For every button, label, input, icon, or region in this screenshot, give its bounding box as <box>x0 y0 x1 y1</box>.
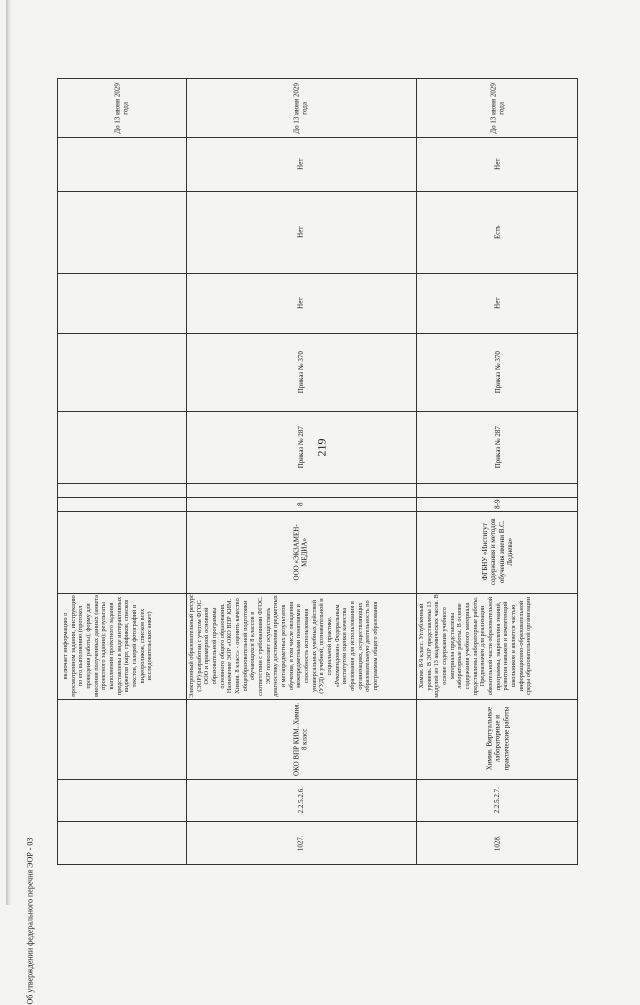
top-row-deadline: До 13 июня 2029 года <box>113 82 130 134</box>
row-1028-order-287-cell <box>416 411 579 483</box>
row-1028-publisher-cell <box>416 511 579 593</box>
row-1027-number-cell <box>186 821 416 866</box>
top-row-deadline-cell <box>58 79 186 137</box>
row-1027-col-a: Нет <box>296 297 305 309</box>
row-1027-code-cell <box>186 779 416 821</box>
row-1028-col-b: Есть <box>493 225 502 239</box>
row-1027-deadline: До 13 июня 2029 года <box>292 82 309 134</box>
row-1028-col-b-cell <box>416 191 579 273</box>
row-1028-col-a-cell <box>416 273 579 333</box>
row-1027-col-c-cell <box>186 137 416 191</box>
row-1027-grades: 8 <box>296 502 305 506</box>
footer-note: Об утверждении федерального перечня ЭОР - 03 <box>25 837 35 1005</box>
registry-table <box>57 78 578 865</box>
row-1028-description: Химия. 8-9 класс. Углубленный уровень. В ЭОР представлены 13 модулей из 13 академических часов. В основе содержания учебного материала представлены лабораторные работы. В основе содержания учебного материала представлены лабораторные работы. Предназначен для реализации обязательной части образовательной программы, закрепления знаний, развития навыков и компетенций школьников и является частью информационно-образовательной среды образовательной организации <box>417 594 532 698</box>
row-1027-order-287-cell <box>186 411 416 483</box>
row-1027-col-c: Нет <box>296 158 305 170</box>
row-1027-name: ОКО ВПР КИМ. Химия. 8 класс <box>292 702 309 776</box>
row-1027-order-287: Приказ № 287 <box>296 425 305 469</box>
top-row-description: включает информацию о просмотренном задании, инструкцию по его выполнению (протокол проведения работы), форму для внесения полученных данных (анкета проектного задания); результаты выполнения проектного задания представлены в виде интерактивных виджетов (карт, графиков, списков текстов, галерей фотографий и видеороликов, списков всех исследовательских анкет) <box>62 595 154 697</box>
row-1027-col-b: Нет <box>296 226 305 238</box>
row-1028-order-370-cell <box>416 333 579 411</box>
row-1027-number: 1027. <box>296 835 305 852</box>
row-1027-col-b-cell <box>186 191 416 273</box>
row-1028-order-287: Приказ № 287 <box>493 425 502 469</box>
row-1027-description-cell <box>186 593 416 699</box>
row-1028-grades: 8-9 <box>493 499 502 509</box>
page-number: 219 <box>314 438 329 457</box>
row-1028-number: 1028. <box>493 835 502 852</box>
row-1027-name-cell <box>186 699 416 779</box>
row-1027-code: 2.2.5.2.6. <box>296 786 305 814</box>
row-1027-publisher-cell <box>186 511 416 593</box>
col-divider <box>58 483 577 484</box>
top-row-description-cell <box>58 593 186 699</box>
row-1027-order-370-cell <box>186 333 416 411</box>
row-1028-deadline-cell <box>416 79 579 137</box>
row-1028-name-cell <box>416 699 579 779</box>
row-1028-publisher: ФГБНУ «Институт содержания и методов обучения имени В.С. Леднева» <box>480 518 514 586</box>
row-1028-col-c-cell <box>416 137 579 191</box>
row-1027-col-a-cell <box>186 273 416 333</box>
row-1028-order-370: Приказ № 370 <box>493 350 502 394</box>
row-1028-name: Химия. Виртуальные лабораторные и практические работы <box>484 707 510 771</box>
row-1027-publisher: ООО «ЭКЗАМЕН-МЕДИА» <box>292 523 309 581</box>
row-1027-order-370: Приказ № 370 <box>296 350 305 394</box>
row-1027-deadline-cell <box>186 79 416 137</box>
row-1028-description-cell <box>416 593 579 699</box>
row-1028-col-c: Нет <box>493 158 502 170</box>
row-1028-code: 2.2.5.2.7. <box>493 786 502 814</box>
row-1027-grades-cell <box>186 497 416 511</box>
row-1028-col-a: Нет <box>493 297 502 309</box>
row-1027-description: Электронный образовательный ресурс (ЭОР) разработан с учетом ФГОС ООО и примерной основной образовательной программы основного общего образования. Назначение ЭОР «ОКО ВПР КИМ. Химия. 8 класс» - оценить качество общеобразовательной подготовки обучающихся 8 классов в соответствии с требованиями ФГОС. ЭОР позволяет осуществить диагностику достижения предметных и метапредметных результатов обучения, в том числе овладения межпредметными понятиями и способность использования универсальных учебных действий (УУД) в учебной, познавательной и социальной практике. «Рекомендован» Федеральным институтом оценки качества образования для использования в организациях, осуществляющих образовательную деятельность по программам общего образования <box>188 594 380 698</box>
row-1028-grades-cell <box>416 497 579 511</box>
row-1028-number-cell <box>416 821 579 866</box>
row-1028-code-cell <box>416 779 579 821</box>
row-1028-deadline: До 13 июня 2029 года <box>489 82 506 134</box>
scan-edge <box>6 0 12 905</box>
